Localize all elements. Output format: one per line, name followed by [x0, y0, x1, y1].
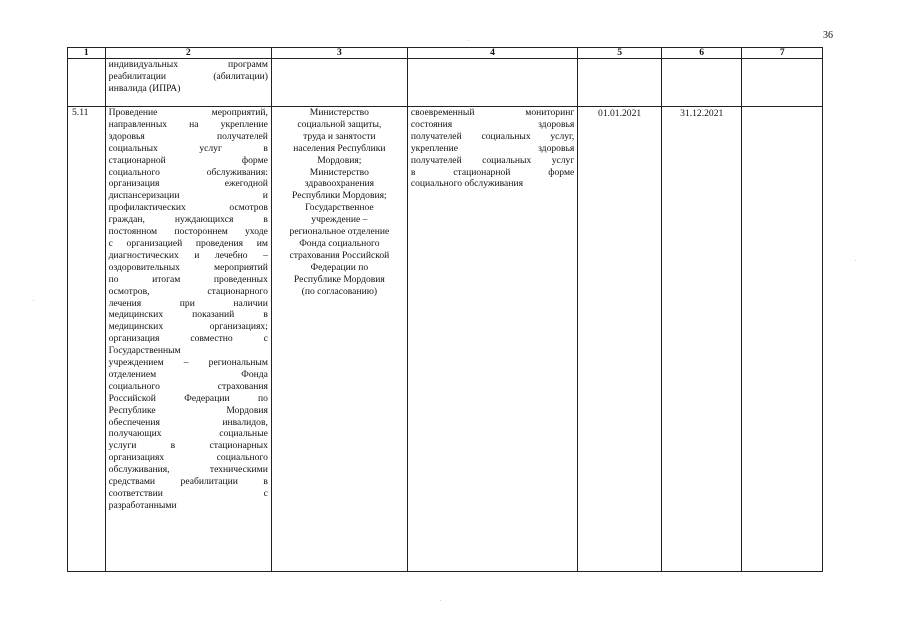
text-line: Республики Мордовия;	[292, 190, 387, 202]
text-line: учреждением – региональным	[108, 357, 268, 369]
executor-cell	[271, 107, 407, 572]
text-line: стационарной форме	[108, 154, 268, 166]
text-line: (по согласованию)	[301, 285, 378, 297]
column-header: 5	[578, 48, 662, 59]
column-header: 7	[742, 48, 823, 59]
text-line: здоровья получателей	[108, 130, 268, 142]
scan-speck	[855, 260, 856, 261]
text-line: обслуживания, техническими	[108, 464, 268, 476]
text-line: Федерации по	[310, 261, 369, 273]
column-header: 4	[407, 48, 577, 59]
text-line: получающих социальные	[108, 428, 268, 440]
table-row-5-11	[68, 107, 823, 572]
text-line: Мордовия;	[317, 154, 362, 166]
text-line: труда и занятости	[303, 130, 376, 142]
text-line: граждан, нуждающихся в	[108, 214, 268, 226]
column-header: 3	[271, 48, 407, 59]
text-line: Министерство	[309, 107, 369, 118]
text-line: Проведение мероприятий,	[108, 107, 268, 118]
end-date-cell	[661, 59, 742, 107]
scan-speck	[468, 40, 469, 41]
text-line: организациях социального	[108, 452, 268, 464]
text-line: в стационарной форме	[410, 166, 575, 178]
text-line: Министерство	[309, 166, 369, 178]
page-number: 36	[823, 30, 833, 41]
text-line: услуги в стационарных	[108, 440, 268, 452]
column-header: 6	[661, 48, 742, 59]
table-header-row	[68, 48, 823, 59]
text-line: диспансеризации и	[108, 190, 268, 202]
text-line: социальной защиты,	[297, 118, 382, 130]
text-line: по итогам проведенных	[108, 273, 268, 285]
text-line: индивидуальных программ	[108, 59, 268, 70]
column-header: 1	[68, 48, 106, 59]
measure-cell	[105, 107, 271, 572]
text-line: Республике Мордовия	[108, 404, 268, 416]
end-date-cell: 31.12.2021	[661, 107, 742, 572]
result-cell	[407, 59, 577, 107]
text-line: своевременный мониторинг	[410, 107, 575, 118]
start-date-cell: 01.01.2021	[578, 107, 662, 572]
text-line: медицинских показаний в	[108, 309, 268, 321]
text-line: социального страхования	[108, 380, 268, 392]
text-line: укрепление здоровья	[410, 142, 575, 154]
text-line: разработанными	[108, 499, 177, 511]
text-line: Российской Федерации по	[108, 392, 268, 404]
text-line: региональное отделение	[289, 226, 390, 238]
text-line: социальных услуг в	[108, 142, 268, 154]
text-line: соответствии с	[108, 488, 268, 499]
text-line: здравоохранения	[304, 178, 375, 190]
text-line: отделением Фонда	[108, 368, 268, 380]
text-line: организация ежегодной	[108, 178, 268, 190]
text-line: населения Республики	[293, 142, 386, 154]
start-date-cell	[578, 59, 662, 107]
text-line: страхования Российской	[289, 249, 390, 261]
measure-cell	[105, 59, 271, 107]
scan-speck	[440, 600, 441, 601]
notes-cell	[742, 107, 823, 572]
text-line: социального обслуживания	[410, 178, 523, 190]
text-line: с организацией проведения им	[108, 237, 268, 249]
text-line: организация совместно с	[108, 333, 268, 345]
text-line: получателей социальных услуг,	[410, 130, 575, 142]
scan-speck	[33, 300, 34, 301]
text-line: Государственным	[108, 345, 181, 357]
text-line: Фонда социального	[299, 237, 380, 249]
text-line: реабилитации (абилитации)	[108, 70, 268, 82]
program-table	[67, 47, 823, 572]
text-line: учреждение –	[311, 214, 368, 226]
text-line: постоянном постороннем уходе	[108, 226, 268, 238]
text-line: лечения при наличии	[108, 297, 268, 309]
column-header: 2	[105, 48, 271, 59]
notes-cell	[742, 59, 823, 107]
text-line: инвалида (ИПРА)	[108, 82, 181, 94]
executor-cell	[271, 59, 407, 107]
table-row-continuation	[68, 59, 823, 107]
text-line: Республике Мордовия	[293, 273, 385, 285]
text-line: состояния здоровья	[410, 118, 575, 130]
text-line: диагностических и лечебно –	[108, 249, 268, 261]
row-number-cell: 5.11	[68, 107, 106, 572]
text-line: средствами реабилитации в	[108, 476, 268, 488]
row-number-cell	[68, 59, 106, 107]
text-line: Государственное	[305, 202, 374, 214]
text-line: получателей социальных услуг	[410, 154, 575, 166]
text-line: обеспечения инвалидов,	[108, 416, 268, 428]
text-line: социального обслуживания:	[108, 166, 268, 178]
result-cell	[407, 107, 577, 572]
text-line: осмотров, стационарного	[108, 285, 268, 297]
text-line: медицинских организациях;	[108, 321, 268, 333]
text-line: профилактических осмотров	[108, 202, 268, 214]
text-line: оздоровительных мероприятий	[108, 261, 268, 273]
text-line: направленных на укрепление	[108, 118, 268, 130]
